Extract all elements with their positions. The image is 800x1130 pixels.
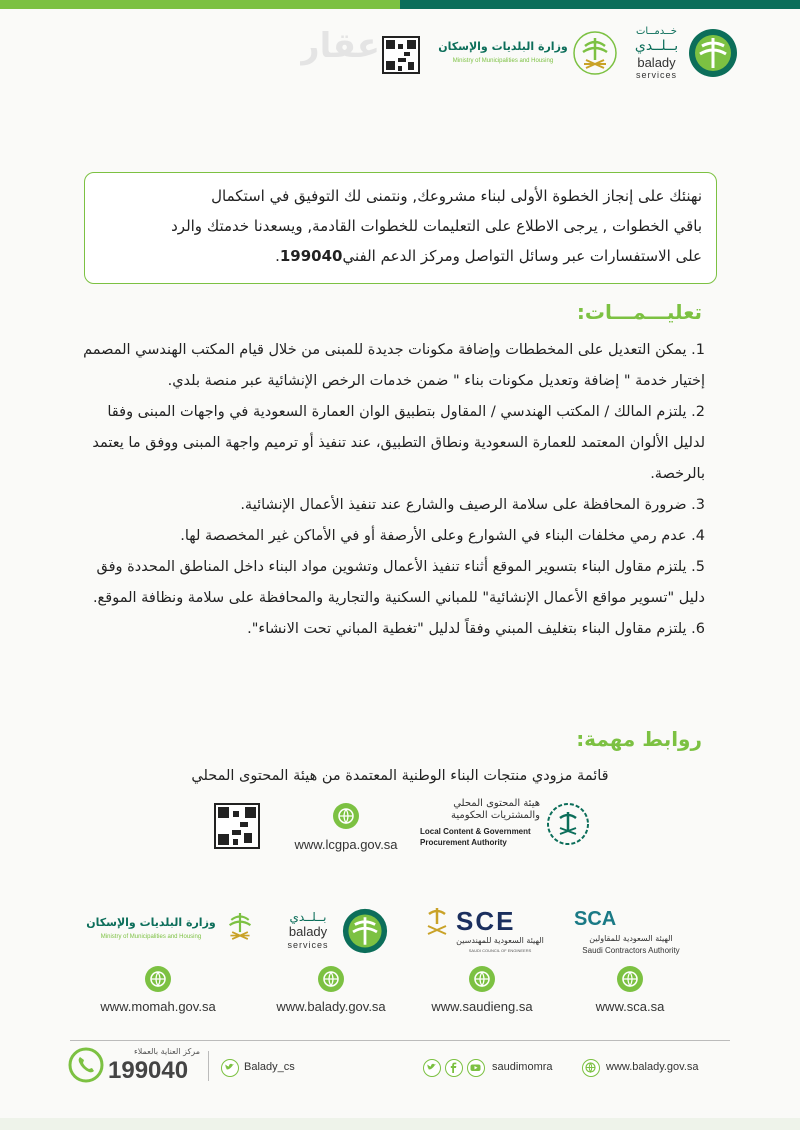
links-subtitle: قائمة مزودي منتجات البناء الوطنية المعتمدة من هيئة المحتوى المحلي [191, 768, 609, 784]
balady-globe-icon [318, 966, 344, 992]
lcgpa-name-en-2: Procurement Authority [420, 838, 507, 847]
sce-link[interactable]: www.saudieng.sa [431, 999, 533, 1014]
momah-name-ar: وزارة البلديات والإسكان [86, 916, 216, 929]
intro-box [84, 172, 717, 284]
lcgpa-qr-code [214, 803, 260, 849]
sca-link[interactable]: www.sca.sa [595, 999, 665, 1014]
top-bar-light [0, 0, 400, 9]
balady-ar: بــلــدي [289, 910, 327, 924]
twitter-handle[interactable]: Balady_cs [244, 1061, 295, 1073]
lcgpa-emblem-icon [546, 802, 590, 846]
sca-name-en: Saudi Contractors Authority [582, 946, 680, 955]
sca-name: SCA [574, 908, 617, 930]
youtube-icon[interactable] [467, 1059, 485, 1077]
instructions-title: تعليـــمـــات: [576, 300, 702, 324]
ministry-logo [440, 30, 618, 80]
partner-balady-logo [276, 906, 388, 958]
balady-emblem-icon [688, 28, 738, 78]
instructions-list [80, 335, 705, 645]
sce-name: SCE [456, 906, 516, 936]
lcgpa-name-ar-1: هيئة المحتوى المحلي [453, 798, 540, 809]
instruction-item: 2. يلتزم المالك / المكتب الهندسي / المقاول بتطبيق الوان العمارة السعودية في واجهات المبنى وفقا لدليل الألوان المعتمد للعمارة السعودية ونطاق التطبيق، عند تنفيذ أو ترميم واجهة المبنى ووفق ما يعتمد بالرخصة. [92, 404, 705, 482]
twitter-icon[interactable] [423, 1059, 441, 1077]
website-link[interactable]: www.balady.gov.sa [606, 1061, 699, 1073]
instruction-item: 4. عدم رمي مخلفات البناء في الشوارع وعلى الأرصفة أو في الأماكن غير المخصصة لها. [180, 528, 705, 544]
balady-ar: بــلــدي [634, 38, 679, 54]
intro-line-1: نهنئك على إنجاز الخطوة الأولى لبناء مشروعك, ونتمنى لك التوفيق في استكمال [211, 187, 702, 205]
palm-emblem-icon [220, 906, 260, 946]
header-qr-code [382, 36, 420, 74]
footer-divider [70, 1040, 730, 1041]
balady-ar-services: خــدمــات [636, 26, 677, 37]
lcgpa-globe-icon [333, 803, 359, 829]
momah-link[interactable]: www.momah.gov.sa [100, 999, 216, 1014]
ministry-name-en: Ministry of Municipalities and Housing [452, 58, 554, 64]
sca-globe-icon [617, 966, 643, 992]
bottom-band [0, 1118, 800, 1130]
instruction-item: 5. يلتزم مقاول البناء بتسوير الموقع أثناء تنفيذ الأعمال وتشوين مواد البناء داخل المناطق المحددة وفق دليل "تسوير مواقع الأعمال الإنشائية" للمباني السكنية والتجارية والمحافظة على سلامة ونظافة الموقع. [92, 559, 705, 606]
footer [0, 1045, 800, 1095]
support-number: 199040 [279, 247, 343, 265]
lcgpa-name-en-1: Local Content & Government [420, 827, 531, 836]
care-center-label: مركز العناية بالعملاء [133, 1047, 200, 1056]
balady-en-services: services [635, 70, 677, 81]
instruction-item: 3. ضرورة المحافظة على سلامة الرصيف والشارع عند تنفيذ الأعمال الإنشائية. [240, 497, 705, 513]
social-handle[interactable]: saudimomra [492, 1061, 553, 1073]
sca-name-ar: الهيئة السعودية للمقاولين [589, 934, 673, 943]
partner-sca-logo [570, 906, 690, 958]
lcgpa-link[interactable]: www.lcgpa.gov.sa [294, 837, 398, 852]
intro-line-3-end: . [275, 247, 280, 265]
globe-icon [582, 1059, 600, 1077]
momah-globe-icon [145, 966, 171, 992]
header [0, 22, 800, 92]
balady-en: balady [288, 924, 328, 940]
intro-line-3-text: على الاستفسارات عبر وسائل التواصل ومركز الدعم الفني [342, 247, 702, 265]
balady-en-services: services [287, 939, 329, 950]
top-bar-dark [400, 0, 800, 9]
sce-name-ar: الهيئة السعودية للمهندسين [456, 936, 544, 945]
phone-icon [68, 1047, 104, 1083]
facebook-icon[interactable] [445, 1059, 463, 1077]
watermark: عقار [300, 26, 380, 66]
instruction-item: 1. يمكن التعديل على المخططات وإضافة مكونات جديدة للمبنى من خلال قيام المكتب الهندسي المصمم إختيار خدمة " إضافة وتعديل مكونات بناء " ضمن خدمات الرخص الإنشائية عبر منصة بلدي. [83, 342, 705, 389]
top-color-bar [0, 0, 800, 9]
links-title: روابط مهمة: [576, 727, 702, 751]
balady-link[interactable]: www.balady.gov.sa [276, 999, 386, 1014]
ministry-name-ar: وزارة البلديات والإسكان [438, 40, 568, 53]
sce-globe-icon [469, 966, 495, 992]
footer-separator [208, 1051, 209, 1081]
partner-momah-logo [85, 906, 260, 956]
sce-name-en: SAUDI COUNCIL OF ENGINEERS [468, 948, 532, 953]
twitter-icon[interactable] [221, 1059, 239, 1077]
partner-sce-logo [424, 906, 548, 958]
balady-logo [628, 26, 738, 82]
momah-name-en: Ministry of Municipalities and Housing [100, 934, 202, 940]
instruction-item: 6. يلتزم مقاول البناء بتغليف المبني وفقاً لدليل "تغطية المباني تحت الانشاء". [247, 621, 705, 637]
intro-line-3 [99, 241, 702, 271]
care-center-number: 199040 [108, 1057, 189, 1084]
saudi-emblem-icon [424, 906, 450, 940]
lcgpa-logo [420, 798, 590, 850]
lcgpa-name-ar-2: والمشتريات الحكومية [450, 810, 540, 821]
palm-emblem-icon [572, 30, 618, 76]
balady-en: balady [637, 54, 676, 70]
intro-line-2: باقي الخطوات , يرجى الاطلاع على التعليمات للخطوات القادمة, ويسعدنا خدمتك والرد [171, 217, 702, 235]
balady-emblem-icon [342, 908, 388, 954]
